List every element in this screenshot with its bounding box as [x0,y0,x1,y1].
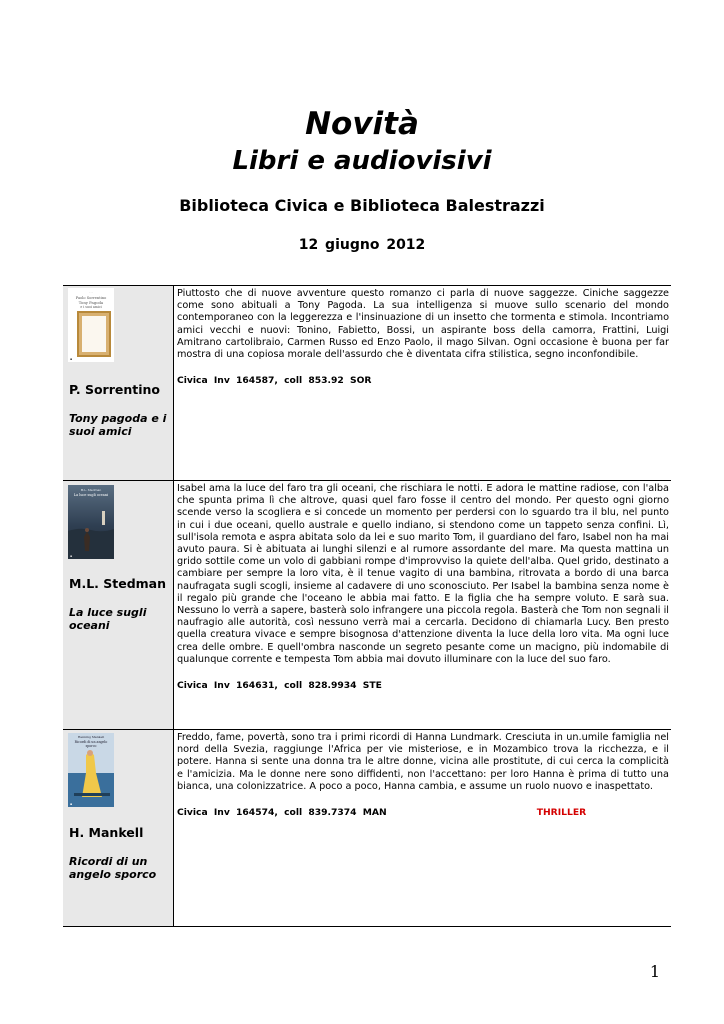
book-description: Freddo, fame, povertà, sono tra i primi ricordi di Hanna Lundmark. Cresciuta in un.umile famiglia nel nord della Svezia, raggiunge l'Africa per vie misteriose, e in Mozambico trova la ricchezza, e il potere. Hanna si sente una donna tra le altre donne, vicina alle prostitute, di cui cerca la complicità e l'amicizia. Ma le donne nere sono diffidenti, non l'accettano: per loro Hanna è prima di tutto una bianca, una colonizzatrice. A poco a poco, Hanna cambia, e assume un ruolo nuovo e inaspettato. [177,732,669,792]
book-cover-image [68,733,114,807]
book-title: Ricordi di un angelo sporco [69,855,157,881]
book-meta-cell [63,481,174,729]
catalog-reference: Civica Inv 164631, coll 828.9934 STE [177,680,382,692]
svg-text:Henning Mankell: Henning Mankell [77,735,105,739]
svg-text:sporco: sporco [85,744,97,748]
book-meta-cell [63,730,174,926]
svg-text:e i suoi amici: e i suoi amici [80,305,102,309]
svg-text:La luce sugli oceani: La luce sugli oceani [73,493,109,497]
svg-text:· · ·: · · · [88,291,94,294]
svg-text:Ricordi di un angelo: Ricordi di un angelo [74,740,108,744]
page-subtitle: Libri e audiovisivi [232,146,492,176]
svg-text:Tony Pagoda: Tony Pagoda [78,300,104,305]
catalog-reference: Civica Inv 164587, coll 853.92 SOR [177,375,372,387]
library-name: Biblioteca Civica e Biblioteca Balestrazzi [179,196,545,215]
book-meta-cell [63,286,174,480]
svg-text:M.L. Stedman: M.L. Stedman [80,488,102,492]
book-author: P. Sorrentino [69,382,161,397]
book-title: La luce sugli oceani [69,606,147,632]
book-reference [177,807,669,819]
svg-text:▪: ▪ [70,802,73,806]
books-table [63,285,671,927]
page-number: 1 [649,962,660,981]
genre-label: THRILLER [536,807,587,819]
page-title: Novità [305,106,419,142]
book-row [63,729,671,927]
book-description: Piuttosto che di nuove avventure questo romanzo ci parla di nuove saggezze. Ciniche saggezze come sono abituali a Tony Pagoda. La sua intelligenza si muove sullo scenario del mondo contemporaneo con la leggerezza e l'insinuazione di un insetto che tormenta e stimola. Incontriamo amici vecchi e nuovi: Tonino, Fabietto, Bossi, un aspirante boss della camorra, Frattini, Luigi Amitrano cartolibraio, Carmen Russo ed Enzo Paolo, il mago Silvan. Ogni occasione è buona per far mostra di una copiosa morale dell'assurdo che è diventata cifra stilistica, segno inconfondibile. [177,288,669,361]
book-author: M.L. Stedman [69,576,167,591]
svg-text:▪: ▪ [70,554,73,558]
book-cover-image [68,288,114,362]
book-reference [177,680,669,692]
book-description-cell [177,286,671,387]
issue-date: 12 giugno 2012 [298,237,426,253]
book-description-cell [177,481,671,692]
svg-text:Paolo Sorrentino: Paolo Sorrentino [75,296,107,300]
book-row [63,480,671,729]
book-description: Isabel ama la luce del faro tra gli oceani, che rischiara le notti. E adora le mattine radiose, con l'alba che spunta prima lì che altrove, quasi quel faro fosse il centro del mondo. Per questo ogni giorno scende verso la scogliera e si concede un momento per perdersi con lo sguardo tra il blu, nel punto in cui i due oceani, quello australe e quello indiano, si stendono come un tappeto senza confini. Lì, sull'isola remota e aspra abitata solo da lei e suo marito Tom, il guardiano del faro, Isabel non ha mai avuto paura. Si è abituata ai lunghi silenzi e al rumore assordante del mare. Ma questa mattina un grido sottile come un volo di gabbiani rompe d'improvviso la quiete dell'alba. Quel grido, destinato a cambiare per sempre la loro vita, è il tenue vagito di una bambina, ritrovata a bordo di una barca naufragata sugli scogli, insieme al cadavere di uno sconosciuto. Per Isabel la bambina senza nome è il regalo più grande che l'oceano le abbia mai fatto. E la figlia che ha sempre voluto. E sarà sua. Nessuno lo verrà a sapere, basterà solo infrangere una piccola regola. Basterà che Tom non segnali il naufragio alle autorità, così nessuno verrà mai a cercarla. Decidono di chiamarla Lucy. Ben presto quella creatura vivace e sempre bisognosa d'attenzione diventa la luce della loro vita. Ma ogni luce crea delle ombre. E quell'ombra nasconde un segreto pesante come un macigno, più indomabile di qualunque corrente e tempesta Tom abbia mai dovuto illuminare con la luce del suo faro. [177,483,669,665]
book-reference [177,375,669,387]
book-row [63,285,671,480]
book-title: Tony pagoda e i suoi amici [69,412,167,438]
book-cover-image [68,485,114,559]
svg-text:▪: ▪ [70,357,73,361]
book-description-cell [177,730,671,819]
catalog-reference: Civica Inv 164574, coll 839.7374 MAN [177,807,387,819]
book-author: H. Mankell [69,825,144,840]
